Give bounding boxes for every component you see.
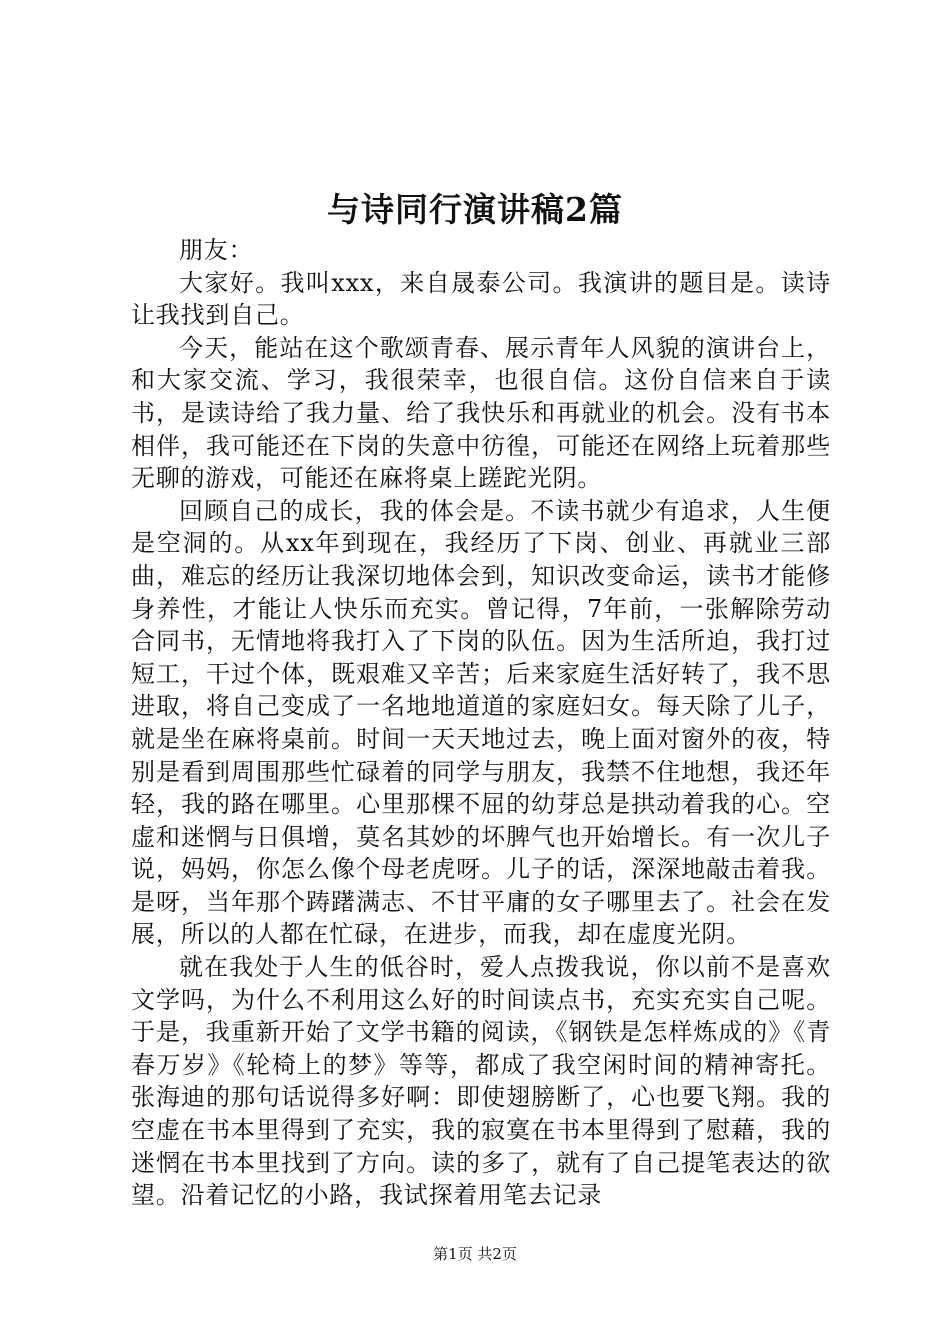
- document-title: 与诗同行演讲稿2篇: [327, 190, 623, 229]
- paragraph-today: 今天，能站在这个歌颂青春、展示青年人风貌的演讲台上，和大家交流、学习，我很荣幸，也很自信。这份自信来自于读书，是读诗给了我力量、给了我快乐和再就业的机会。没有书本相伴，我可能还在下岗的失意中彷徨，可能还在网络上玩着那些无聊的游戏，可能还在麻将桌上蹉跎光阴。: [131, 333, 831, 493]
- paragraph-reflection: 回顾自己的成长，我的体会是。不读书就少有追求，人生便是空洞的。从xx年到现在，我经历了下岗、创业、再就业三部曲，难忘的经历让我深切地体会到，知识改变命运，读书才能修身养性，才能让人快乐而充实。曾记得，7年前，一张解除劳动合同书，无情地将我打入了下岗的队伍。因为生活所迫，我打过短工，干过个体，既艰难又辛苦；后来家庭生活好转了，我不思进取，将自己变成了一名地地道道的家庭妇女。每天除了儿子，就是坐在麻将桌前。时间一天天地过去，晚上面对窗外的夜，特别是看到周围那些忙碌着的同学与朋友，我禁不住地想，我还年轻，我的路在哪里。心里那棵不屈的幼芽总是拱动着我的心。空虚和迷惘与日俱增，莫名其妙的坏脾气也开始增长。有一次儿子说，妈妈，你怎么像个母老虎呀。儿子的话，深深地敲击着我。是呀，当年那个踌躇满志、不甘平庸的女子哪里去了。社会在发展，所以的人都在忙碌，在进步，而我，却在虚度光阴。: [131, 496, 831, 949]
- page-number-footer: 第1页 共2页: [433, 1245, 517, 1263]
- paragraph-introduction: 大家好。我叫xxx，来自晟泰公司。我演讲的题目是。读诗让我找到自己。: [131, 268, 831, 330]
- document-body: [131, 234, 831, 1212]
- paragraph-salutation: 朋友：: [179, 236, 254, 264]
- paragraph-turning-point: 就在我处于人生的低谷时，爱人点拨我说，你以前不是喜欢文学吗，为什么不利用这么好的时间读点书，充实充实自己呢。于是，我重新开始了文学书籍的阅读，《钢铁是怎样炼成的》《青春万岁》《轮椅上的梦》等等，都成了我空闲时间的精神寄托。张海迪的那句话说得多好啊：即使翅膀断了，心也要飞翔。我的空虚在书本里得到了充实，我的寂寞在书本里得到了慰藉，我的迷惘在书本里找到了方向。读的多了，就有了自己提笔表达的欲望。沿着记忆的小路，我试探着用笔去记录: [131, 953, 831, 1210]
